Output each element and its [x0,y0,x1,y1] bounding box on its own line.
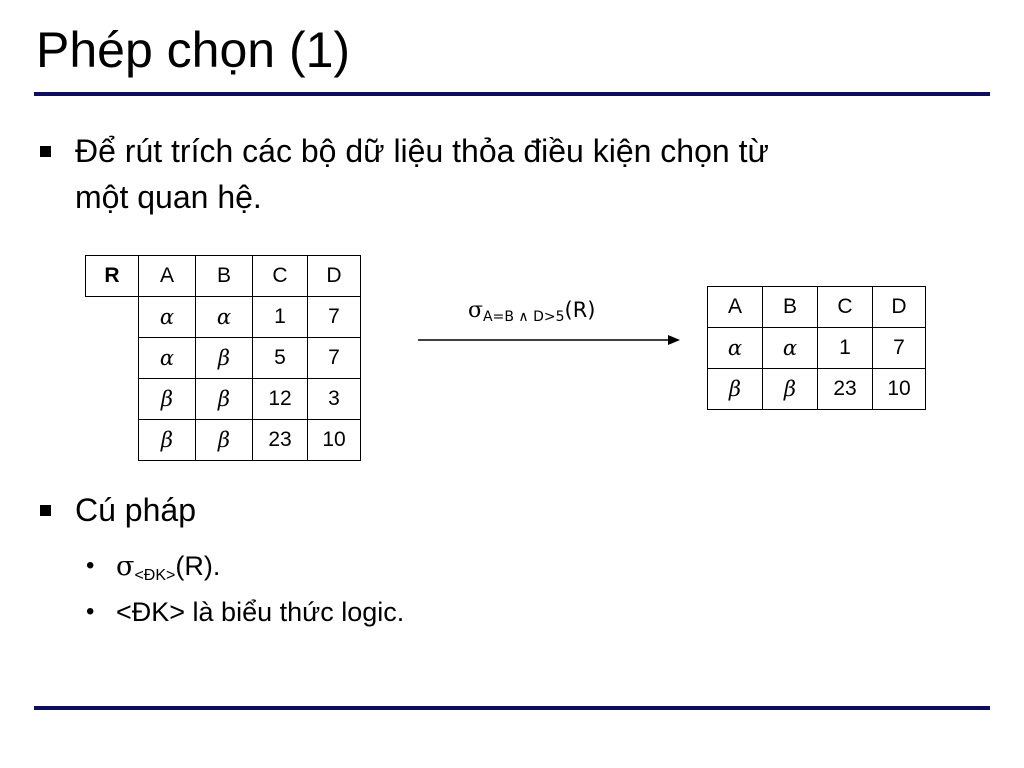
sigma-symbol: σ [468,298,484,323]
sub-bullet-syntax-form [86,546,220,596]
relation-argument: (R) [564,298,596,322]
table-cell: 7 [308,297,361,338]
header-cell: D [308,256,361,297]
definition-line-1: Để rút trích các bộ dữ liệu thỏa điều kiện chọn từ [75,133,769,169]
table-cell: β [708,369,763,410]
table-header-row [708,287,926,328]
table-row [86,379,361,420]
header-cell: C [818,287,873,328]
table-cell: 23 [818,369,873,410]
table-cell: 10 [308,420,361,461]
table-cell: α [139,338,196,379]
bullet-syntax [40,487,196,533]
condition-description: <ĐK> là biểu thức logic. [116,597,405,627]
slide-title: Phép chọn (1) [36,22,351,78]
table-cell: 23 [253,420,308,461]
header-cell: B [763,287,818,328]
dot-bullet-icon: • [86,552,95,579]
result-table [707,286,926,410]
table-cell: β [139,379,196,420]
sub-bullet-condition [86,592,404,632]
arrow-right-icon [418,330,680,350]
table-cell: α [708,328,763,369]
selection-expression [468,298,596,325]
title-divider [34,92,990,96]
table-cell: 3 [308,379,361,420]
table-header-row [86,256,361,297]
header-cell: D [873,287,926,328]
table-cell: 7 [308,338,361,379]
dot-bullet-icon: • [86,598,95,625]
table-row [708,369,926,410]
table-cell: α [139,297,196,338]
table-row [86,338,361,379]
syntax-suffix: (R). [175,551,221,581]
table-cell: 1 [818,328,873,369]
square-bullet-icon [40,505,51,516]
table-cell: 1 [253,297,308,338]
header-cell: A [139,256,196,297]
syntax-heading: Cú pháp [75,492,196,528]
table-cell: 5 [253,338,308,379]
table-cell: β [763,369,818,410]
table-cell: 12 [253,379,308,420]
table-cell: β [196,379,253,420]
table-cell: β [139,420,196,461]
table-cell: β [196,420,253,461]
selection-condition: A=B ∧ D>5 [483,309,565,325]
header-cell: C [253,256,308,297]
table-cell: β [196,338,253,379]
square-bullet-icon [40,146,51,157]
relation-r-table [85,255,361,461]
table-row [86,420,361,461]
table-row [86,297,361,338]
table-row [708,328,926,369]
condition-placeholder: <ĐK> [134,567,176,584]
sigma-symbol: σ [116,551,135,582]
header-cell: B [196,256,253,297]
table-cell: α [196,297,253,338]
table-cell: α [763,328,818,369]
definition-line-2: một quan hệ. [75,179,262,215]
table-cell: 10 [873,369,926,410]
footer-divider [34,706,990,710]
header-cell: A [708,287,763,328]
table-cell: 7 [873,328,926,369]
relation-name-cell: R [86,256,139,297]
bullet-definition [40,128,769,220]
